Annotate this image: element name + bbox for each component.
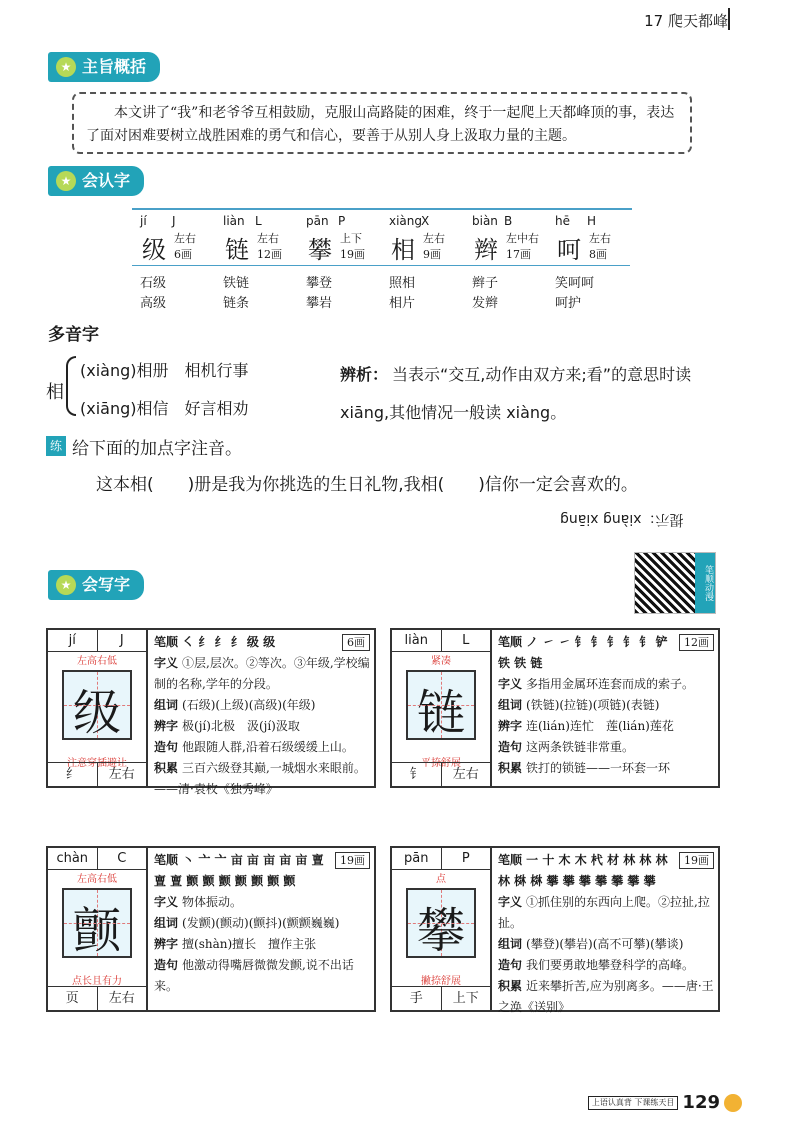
- word: 相片: [389, 296, 416, 311]
- char-glyph: 相: [391, 236, 415, 264]
- word: 辫子: [472, 276, 499, 291]
- write-card: [46, 628, 376, 796]
- char-structure: 左右: [174, 232, 196, 245]
- card-meaning: 字义 ①抓住别的东西向上爬。②拉扯,拉扯。: [498, 895, 710, 930]
- card-structure: 上下: [452, 991, 479, 1006]
- char-strokes: 6画: [174, 248, 192, 261]
- word: 攀岩: [306, 296, 333, 311]
- card-sentence: 造句 这两条铁链非常重。: [498, 740, 635, 754]
- word: 呵护: [555, 296, 582, 311]
- card-pinyin-row: [392, 848, 490, 870]
- char-glyph: 攀: [308, 236, 332, 264]
- stroke-count: 19画: [335, 852, 370, 869]
- card-tip-top: 紧凑: [431, 656, 451, 667]
- qr-code[interactable]: [634, 552, 716, 614]
- card-glyph: 颤: [72, 903, 121, 959]
- word: 攀登: [306, 276, 333, 291]
- char-pinyin: jí: [140, 214, 147, 228]
- char-initial: J: [172, 214, 176, 228]
- card-meaning: 字义 物体振动。: [154, 895, 243, 909]
- card-pinyin-row: [48, 848, 146, 870]
- card-meaning: 字义 ①层,层次。②等次。③年级,学校编制的名称,学年的分段。: [154, 656, 370, 691]
- card-tip-bottom: 点长且有力: [72, 976, 122, 987]
- write-card: [390, 628, 720, 788]
- stroke-count: 19画: [679, 852, 714, 869]
- card-accumulate: 积累 近来攀折苦,应为别离多。——唐·王之涣《送别》: [498, 979, 714, 1014]
- polyphone-analysis: 辨析： 当表示“交互,动作由双方来;看”的意思时读 xiāng,其他情况一般读 xiàng。: [340, 365, 692, 422]
- card-sentence: 造句 他激动得嘴唇微微发颤,说不出话来。: [154, 958, 354, 993]
- card-accumulate: 积累 三百六级登其巅,一城烟水来眼前。——清·袁枚《独秀峰》: [154, 761, 366, 796]
- recognize-words: [298, 274, 381, 314]
- char-pinyin: pān: [306, 214, 329, 228]
- card-pinyin: chàn: [48, 848, 98, 869]
- star-icon: ★: [56, 57, 76, 77]
- card-char-panel: [392, 848, 492, 1010]
- word: 笑呵呵: [555, 276, 595, 291]
- card-details: [154, 850, 374, 997]
- char-glyph: 辫: [474, 236, 498, 264]
- star-icon: ★: [56, 171, 76, 191]
- card-pinyin: jí: [48, 630, 98, 651]
- card-words: 组词 (石级)(上级)(高级)(年级): [154, 698, 316, 712]
- practice-hint: 提示：xiàng xiāng: [560, 511, 684, 527]
- recognize-char-cell: [298, 210, 381, 266]
- char-pinyin: xiàng: [389, 214, 423, 228]
- char-initial: H: [587, 214, 597, 228]
- card-sentence: 造句 他跟随人群,沿着石级缓缓上山。: [154, 740, 354, 754]
- char-structure: 左中右: [506, 232, 539, 245]
- stroke-order: 笔顺 一 十 木 木 杙 材 林 林 林 林 棥 棥 攀 攀 攀 攀 攀 攀 攀: [498, 853, 668, 888]
- card-tip-top: 左高右低: [77, 656, 117, 667]
- card-initial: C: [117, 851, 127, 866]
- card-sentence: 造句 我们要勇敢地攀登科学的高峰。: [498, 958, 695, 972]
- card-initial: P: [461, 851, 470, 866]
- stroke-count: 6画: [342, 634, 370, 651]
- polyphone-line-2: (xiāng)相信 好言相劝: [80, 399, 249, 418]
- card-structure: 左右: [108, 991, 135, 1006]
- card-initial: J: [119, 633, 124, 648]
- char-pinyin: liàn: [223, 214, 245, 228]
- star-icon: ★: [56, 575, 76, 595]
- header-divider: [728, 8, 730, 30]
- card-radical: 页: [48, 987, 98, 1010]
- card-char-panel: [392, 630, 492, 786]
- word: 石级: [140, 276, 167, 291]
- char-strokes: 9画: [423, 248, 441, 261]
- card-details: [154, 632, 374, 800]
- card-tip-top: 点: [436, 874, 446, 885]
- char-structure: 左右: [423, 232, 445, 245]
- char-initial: P: [338, 214, 346, 228]
- char-initial: B: [504, 214, 513, 228]
- char-structure: 上下: [340, 232, 362, 245]
- char-structure: 左右: [589, 232, 611, 245]
- recognize-char-cell: [215, 210, 298, 266]
- card-radical: 手: [392, 987, 442, 1010]
- card-glyph: 链: [416, 685, 465, 741]
- recognize-char-cell: [132, 210, 215, 266]
- card-distinguish: 辨字 极(jí)北极 汲(jí)汲取: [154, 719, 300, 733]
- tian-grid: [62, 670, 132, 740]
- char-strokes: 12画: [257, 248, 282, 261]
- summary-box: 本文讲了“我”和老爷爷互相鼓励，克服山高路陡的困难，终于一起爬上天都峰顶的事，表达了面对困难要树立战胜困难的勇气和信心，要善于从别人身上汲取力量的主题。: [72, 92, 692, 154]
- card-radical: 纟: [48, 763, 98, 786]
- char-initial: X: [421, 214, 430, 228]
- card-words: 组词 (铁链)(拉链)(项链)(表链): [498, 698, 660, 712]
- word: 高级: [140, 296, 167, 311]
- card-distinguish: 辨字 擅(shàn)擅长 擅作主张: [154, 937, 317, 951]
- recognize-words: [215, 274, 298, 314]
- stroke-order: 笔顺 ㇔ 亠 亠 亩 亩 亩 亩 亩 亶 亶 亶 颤 颤 颤 颤 颤 颤 颤: [154, 853, 324, 888]
- char-structure: 左右: [257, 232, 279, 245]
- stroke-order: 笔顺 ㇛ 纟 纟 纟 级 级: [154, 635, 276, 649]
- recognize-char-cell: [464, 210, 547, 266]
- char-initial: L: [255, 214, 262, 228]
- practice-title: 给下面的加点字注音。: [72, 439, 242, 459]
- footer-brand: 上语认真背 下课练天目: [588, 1096, 679, 1110]
- word: 铁链: [223, 276, 250, 291]
- char-strokes: 17画: [506, 248, 531, 261]
- card-pinyin-row: [48, 630, 146, 652]
- card-tip-top: 左高右低: [77, 874, 117, 885]
- char-glyph: 链: [225, 236, 249, 264]
- card-char-panel: [48, 848, 148, 1010]
- recognize-char-cell: [547, 210, 630, 266]
- practice-icon: 练: [46, 436, 66, 456]
- card-words: 组词 (攀登)(攀岩)(高不可攀)(攀谈): [498, 937, 684, 951]
- section-write-title: ★ 会写字: [48, 570, 144, 600]
- card-details: [498, 632, 718, 779]
- card-pinyin-row: [392, 630, 490, 652]
- brace-icon: [66, 356, 76, 416]
- polyphone-title: 多音字: [48, 325, 99, 345]
- card-foot: [392, 762, 490, 786]
- recognize-words: [464, 274, 547, 314]
- char-glyph: 呵: [557, 236, 581, 264]
- page-number: 129: [682, 1092, 720, 1113]
- word: 发辫: [472, 296, 499, 311]
- char-pinyin: biàn: [472, 214, 498, 228]
- card-details: [498, 850, 718, 1018]
- write-card: [390, 846, 720, 1012]
- tian-grid: [406, 888, 476, 958]
- card-pinyin: liàn: [392, 630, 442, 651]
- card-glyph: 级: [72, 685, 121, 741]
- stroke-count: 12画: [679, 634, 714, 651]
- polyphone-line-1: (xiàng)相册 相机行事: [80, 361, 249, 380]
- card-distinguish: 辨字 连(lián)连忙 莲(lián)莲花: [498, 719, 674, 733]
- qr-tag: 笔顺动漫: [695, 553, 715, 613]
- section-recognize-title: ★ 会认字: [48, 166, 144, 196]
- card-meaning: 字义 多指用金属环连套而成的索子。: [498, 677, 695, 691]
- card-char-panel: [48, 630, 148, 786]
- card-foot: [48, 762, 146, 786]
- tian-grid: [62, 888, 132, 958]
- stroke-order: 笔顺 ノ ㇀ ㇀ 钅 钅 钅 钅 钅 铲 铁 铁 链: [498, 635, 668, 670]
- card-structure: 左右: [452, 767, 479, 782]
- page-footer: [588, 1092, 742, 1113]
- word: 链条: [223, 296, 250, 311]
- lesson-header: 17 爬天都峰: [644, 12, 728, 30]
- card-accumulate: 积累 铁打的锁链——一环套一环: [498, 761, 671, 775]
- word: 照相: [389, 276, 416, 291]
- card-glyph: 攀: [416, 903, 465, 959]
- recognize-words: [132, 274, 215, 314]
- card-radical: 钅: [392, 763, 442, 786]
- card-tip-bottom: 平捺舒展: [421, 758, 461, 769]
- char-glyph: 级: [142, 236, 166, 264]
- card-foot: [392, 986, 490, 1010]
- card-pinyin: pān: [392, 848, 442, 869]
- practice-question: 这本相( )册是我为你挑选的生日礼物,我相( )信你一定会喜欢的。: [96, 475, 638, 495]
- char-strokes: 19画: [340, 248, 365, 261]
- card-words: 组词 (发颤)(颤动)(颤抖)(颤颤巍巍): [154, 916, 340, 930]
- card-initial: L: [462, 633, 470, 648]
- mascot-icon: [724, 1094, 742, 1112]
- tian-grid: [406, 670, 476, 740]
- write-card: [46, 846, 376, 1012]
- section-summary-title: ★ 主旨概括: [48, 52, 160, 82]
- card-tip-bottom: 撇捺舒展: [421, 976, 461, 987]
- recognize-words: [547, 274, 630, 314]
- recognize-words: [381, 274, 464, 314]
- card-structure: 左右: [108, 767, 135, 782]
- card-tip-bottom: 注意穿插避让: [67, 758, 127, 769]
- qr-pattern: [635, 553, 695, 613]
- recognize-table: [132, 208, 632, 314]
- polyphone-char: 相: [46, 382, 64, 403]
- recognize-char-cell: [381, 210, 464, 266]
- char-pinyin: hē: [555, 214, 570, 228]
- card-foot: [48, 986, 146, 1010]
- char-strokes: 8画: [589, 248, 607, 261]
